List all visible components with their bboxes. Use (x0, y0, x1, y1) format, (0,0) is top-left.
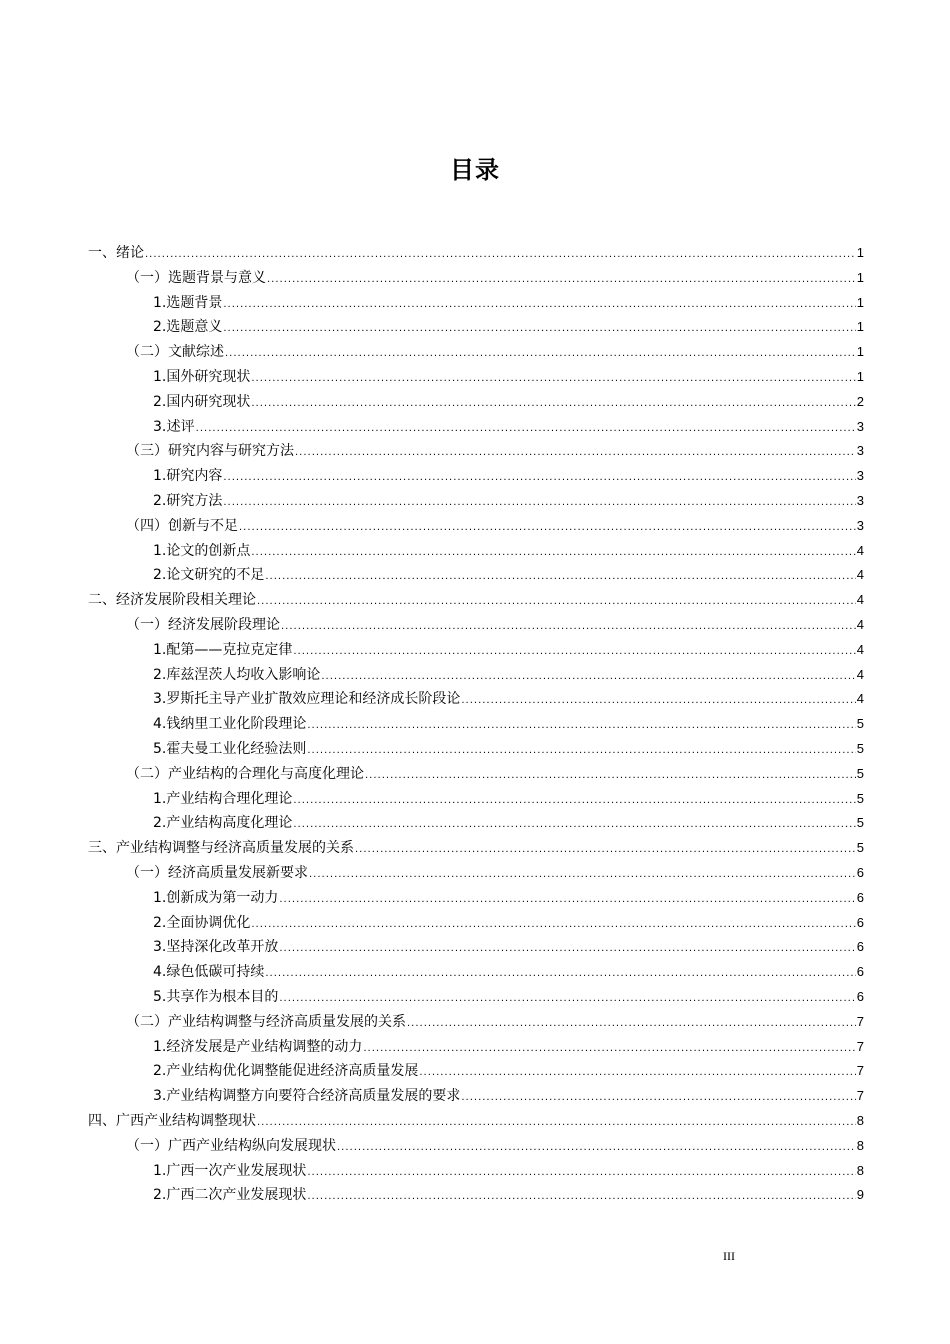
toc-entry[interactable] (153, 1060, 864, 1082)
toc-entry-number: 5. (153, 741, 167, 757)
toc-entry[interactable] (153, 366, 864, 388)
toc-entry-number: 2. (153, 1063, 167, 1080)
toc-entry[interactable] (153, 465, 864, 487)
toc-entry-number: （四） (126, 517, 168, 534)
dot-leader (265, 566, 855, 588)
toc-entry-page: 4 (856, 666, 864, 682)
toc-entry-title: 共享作为根本目的 (166, 989, 279, 1005)
toc-entry-page: 7 (856, 1063, 864, 1079)
toc-entry-page: 1 (856, 344, 864, 360)
toc-entry-number: 二、 (88, 592, 116, 609)
toc-entry-number: 1. (153, 790, 167, 807)
toc-entry-number: 1. (153, 889, 167, 906)
toc-entry-title: 广西一次产业发展现状 (166, 1162, 307, 1179)
dot-leader (461, 690, 855, 712)
toc-entry-number: 2. (153, 393, 167, 410)
toc-entry-page: 7 (856, 1088, 864, 1104)
toc-entry-title: 经济高质量发展新要求 (168, 865, 308, 881)
toc-entry-page: 2 (856, 393, 864, 409)
toc-entry-number: 1. (153, 468, 167, 485)
toc-entry-page: 7 (856, 1038, 864, 1054)
toc-entry-page: 5 (856, 741, 864, 756)
toc-entry-title: 研究方法 (166, 493, 223, 509)
toc-entry-page: 1 (856, 294, 864, 310)
toc-entry[interactable] (153, 639, 864, 661)
toc-entry[interactable] (88, 242, 864, 264)
toc-entry-page: 1 (856, 319, 864, 335)
toc-entry[interactable] (153, 1184, 864, 1206)
dot-leader (223, 318, 855, 340)
toc-entry-number: （三） (126, 443, 168, 460)
toc-entry-title: 霍夫曼工业化经验法则 (166, 741, 307, 757)
dot-leader (355, 839, 856, 861)
toc-entry-title: 产业结构调整与经济高质量发展的关系 (116, 840, 354, 857)
toc-entry-page: 4 (856, 617, 864, 632)
toc-entry[interactable] (126, 862, 864, 884)
toc-entry-number: （二） (126, 1013, 168, 1030)
dot-leader (419, 1062, 855, 1084)
dot-leader (293, 641, 855, 663)
toc-entry-number: 1. (153, 1162, 167, 1179)
toc-entry-page: 8 (856, 1162, 864, 1178)
dot-leader (293, 814, 855, 836)
toc-entry[interactable] (153, 812, 864, 834)
toc-entry[interactable] (153, 1036, 864, 1058)
toc-entry-number: 1. (153, 542, 167, 559)
toc-entry-title: 产业结构高度化理论 (166, 815, 293, 832)
dot-leader (251, 393, 855, 415)
dot-leader (251, 368, 855, 390)
toc-entry[interactable] (88, 837, 864, 859)
toc-entry-page: 9 (856, 1187, 864, 1203)
dot-leader (279, 889, 855, 911)
toc-entry-page: 1 (856, 369, 864, 384)
dot-leader (196, 418, 856, 440)
toc-entry-page: 8 (856, 1137, 864, 1153)
toc-entry-number: 2. (153, 567, 167, 584)
dot-leader (257, 591, 856, 613)
toc-entry[interactable] (153, 540, 864, 562)
toc-entry[interactable] (153, 1085, 864, 1107)
toc-entry-page: 7 (856, 1013, 864, 1029)
toc-entry-title: 经济发展是产业结构调整的动力 (166, 1038, 363, 1055)
toc-entry-page: 6 (856, 964, 864, 980)
toc-entry-page: 4 (856, 691, 864, 707)
toc-entry[interactable] (153, 936, 864, 958)
toc-entry-number: 3. (153, 939, 167, 956)
toc-entry[interactable] (153, 788, 864, 810)
toc-entry-title: 研究内容与研究方法 (168, 443, 294, 460)
toc-entry-title: 产业结构优化调整能促进经济高质量发展 (166, 1063, 419, 1080)
toc-entry-number: 1. (153, 369, 167, 385)
toc-entry[interactable] (153, 490, 864, 512)
toc-entry[interactable] (153, 688, 864, 710)
toc-entry[interactable] (153, 961, 864, 983)
toc-entry-page: 5 (856, 765, 864, 781)
toc-entry-title: 述评 (166, 418, 195, 435)
dot-leader (309, 864, 856, 886)
toc-entry-number: （二） (126, 765, 168, 782)
toc-entry-number: 4. (153, 964, 167, 981)
toc-entry-page: 3 (856, 493, 864, 508)
dot-leader (279, 938, 855, 960)
toc-entry[interactable] (88, 589, 864, 611)
toc-entry-page: 1 (856, 245, 864, 260)
dot-leader (223, 492, 855, 514)
toc-entry-page: 6 (856, 889, 864, 905)
dot-leader (307, 1186, 855, 1208)
toc-entry-page: 6 (856, 939, 864, 955)
toc-entry-title: 配第——克拉克定律 (166, 641, 293, 658)
toc-entry-page: 4 (856, 542, 864, 558)
dot-leader (321, 666, 855, 688)
toc-entry[interactable] (153, 912, 864, 934)
toc-entry-number: 2. (153, 815, 167, 832)
toc-entry-number: 5. (153, 989, 167, 1005)
toc-entry-title: 全面协调优化 (166, 914, 251, 931)
toc-entry[interactable] (153, 416, 864, 438)
dot-leader (365, 765, 856, 787)
toc-entry-page: 8 (856, 1113, 864, 1128)
toc-entry-title: 广西二次产业发展现状 (166, 1187, 307, 1204)
toc-entry-number: （一） (126, 865, 168, 881)
dot-leader (281, 616, 856, 638)
toc-entry[interactable] (153, 564, 864, 586)
toc-entry-title: 广西产业结构调整现状 (116, 1113, 256, 1129)
toc-entry-page: 5 (856, 815, 864, 831)
dot-leader (307, 715, 855, 737)
toc-entry-title: 国内研究现状 (166, 393, 251, 410)
toc-entry-title: 经济发展阶段理论 (168, 617, 280, 633)
toc-entry-title: 研究内容 (166, 468, 223, 485)
toc-entry-title: 产业结构调整方向要符合经济高质量发展的要求 (166, 1088, 461, 1105)
toc-entry-title: 论文的创新点 (166, 542, 251, 559)
toc-entry-title: 罗斯托主导产业扩散效应理论和经济成长阶段论 (166, 691, 461, 708)
toc-entry-title: 选题意义 (166, 319, 223, 336)
toc-entry-number: 2. (153, 319, 167, 336)
dot-leader (279, 988, 855, 1010)
toc-entry-number: 3. (153, 418, 167, 435)
dot-leader (251, 542, 855, 564)
toc-entry-number: 2. (153, 1187, 167, 1204)
toc-entry-title: 创新成为第一动力 (166, 889, 279, 906)
dot-leader (239, 517, 856, 539)
toc-entry-number: 3. (153, 1088, 167, 1105)
toc-entry[interactable] (126, 440, 864, 462)
toc-entry-number: 四、 (88, 1113, 116, 1129)
page-number-footer: III (723, 1249, 735, 1263)
toc-entry-title: 选题背景 (166, 294, 223, 311)
toc-entry-number: 2. (153, 493, 167, 509)
toc-entry-number: 4. (153, 716, 167, 733)
toc-entry-number: （一） (126, 1137, 168, 1154)
dot-leader (251, 914, 855, 936)
dot-leader (265, 963, 855, 985)
toc-entry-number: 2. (153, 914, 167, 931)
toc-entry[interactable] (153, 664, 864, 686)
toc-entry-number: 3. (153, 691, 167, 708)
toc-entry[interactable] (126, 1011, 864, 1033)
toc-entry[interactable] (153, 391, 864, 413)
dot-leader (145, 244, 856, 266)
toc-entry[interactable] (126, 763, 864, 785)
toc-entry-number: 三、 (88, 840, 116, 857)
toc-entry-title: 国外研究现状 (166, 369, 251, 385)
toc-entry-page: 1 (856, 269, 864, 285)
toc-entry-page: 6 (856, 989, 864, 1004)
dot-leader (407, 1013, 856, 1035)
toc-entry-title: 绿色低碳可持续 (166, 964, 265, 981)
toc-entry-number: 一、 (88, 245, 116, 261)
toc-entry[interactable] (88, 1110, 864, 1132)
toc-entry-title: 钱纳里工业化阶段理论 (166, 716, 307, 733)
toc-entry[interactable] (153, 713, 864, 735)
toc-entry-page: 4 (856, 592, 864, 608)
dot-leader (307, 740, 855, 762)
toc-entry-page: 6 (856, 914, 864, 930)
toc-entry-page: 5 (856, 716, 864, 732)
toc-entry-title: 创新与不足 (168, 517, 238, 534)
toc-entry-page: 4 (856, 641, 864, 657)
toc-entry[interactable] (153, 986, 864, 1008)
toc-entry[interactable] (126, 614, 864, 636)
dot-leader (337, 1137, 856, 1159)
toc-entry-number: 1. (153, 294, 167, 311)
toc-entry[interactable] (153, 1160, 864, 1182)
toc-entry[interactable] (126, 1135, 864, 1157)
toc-entry-page: 4 (856, 567, 864, 583)
toc-entry-page: 3 (856, 418, 864, 434)
toc-entry-title: 选题背景与意义 (168, 269, 266, 286)
dot-leader (293, 790, 855, 812)
dot-leader (223, 294, 855, 316)
toc-entry-page: 5 (856, 840, 864, 856)
toc-entry-page: 3 (856, 443, 864, 459)
page-title: 目录 (450, 156, 500, 184)
toc-entry-number: （一） (126, 269, 168, 286)
toc-entry-number: （一） (126, 617, 168, 633)
toc-entry[interactable] (153, 738, 864, 760)
toc-entry-title: 绪论 (116, 245, 144, 261)
dot-leader (257, 1112, 856, 1134)
toc-entry[interactable] (153, 887, 864, 909)
toc-entry-title: 产业结构的合理化与高度化理论 (168, 765, 364, 782)
toc-entry-number: 1. (153, 641, 167, 658)
dot-leader (363, 1038, 855, 1060)
toc-entry-page: 5 (856, 790, 864, 806)
dot-leader (223, 467, 855, 489)
toc-entry-page: 3 (856, 468, 864, 484)
toc-entry-page: 3 (856, 517, 864, 533)
toc-entry-title: 产业结构调整与经济高质量发展的关系 (168, 1013, 406, 1030)
toc-entry-number: 2. (153, 666, 167, 683)
toc-entry-page: 6 (856, 865, 864, 880)
toc-entry-title: 广西产业结构纵向发展现状 (168, 1137, 336, 1154)
toc-entry-title: 文献综述 (168, 344, 224, 361)
toc-entry-title: 论文研究的不足 (166, 567, 265, 584)
toc-entry-title: 经济发展阶段相关理论 (116, 592, 256, 609)
toc-entry[interactable] (126, 267, 864, 289)
dot-leader (225, 343, 856, 365)
dot-leader (307, 1162, 855, 1184)
toc-entry-number: 1. (153, 1038, 167, 1055)
dot-leader (461, 1087, 855, 1109)
toc-entry[interactable] (126, 515, 864, 537)
dot-leader (295, 442, 856, 464)
toc-entry-title: 坚持深化改革开放 (166, 939, 279, 956)
toc-entry-title: 库兹涅茨人均收入影响论 (166, 666, 321, 683)
toc-entry[interactable] (126, 341, 864, 363)
toc-entry[interactable] (153, 316, 864, 338)
dot-leader (267, 269, 856, 291)
toc-entry[interactable] (153, 292, 864, 314)
toc-entry-title: 产业结构合理化理论 (166, 790, 293, 807)
toc-entry-number: （二） (126, 344, 168, 361)
